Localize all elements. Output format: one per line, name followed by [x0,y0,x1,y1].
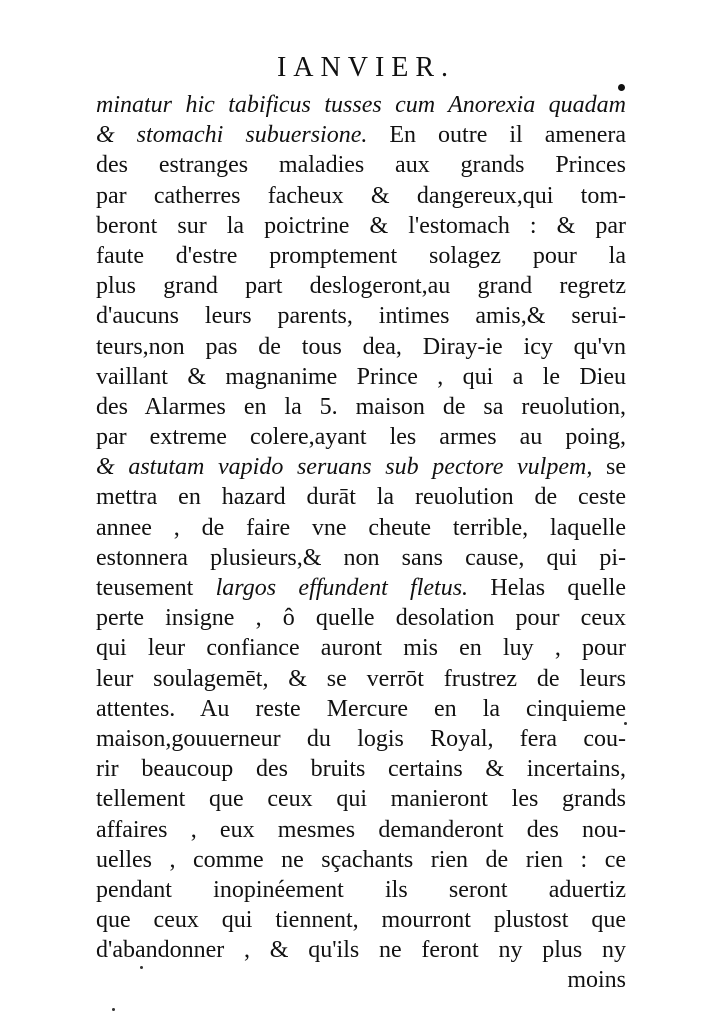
text-segment: maison,gouuerneur du logis Royal, fera cou- [96,725,626,752]
latin-italic-segment: largos effundent fletus. [215,575,469,601]
latin-italic-segment: & stomachi subuersione. [96,122,368,149]
text-line [96,935,626,965]
text-segment: vaillant & magnanime Prince , qui a le Dieu [96,363,626,390]
text-line [96,905,626,935]
speck [624,722,627,725]
text-segment: annee , de faire vne cheute terrible, laquelle [96,514,626,541]
text-segment: attentes. Au reste Mercure en la cinquieme [96,695,626,722]
text-line [96,543,626,573]
text-line [96,90,626,120]
text-segment: affaires , eux mesmes demanderont des nou- [96,816,626,843]
text-segment: beront sur la poictrine & l'estomach : & par [96,212,626,239]
text-line [96,241,626,271]
text-segment: faute d'estre promptement solagez pour la [96,242,626,269]
text-line [96,120,626,150]
text-segment: Helas quelle [468,575,626,601]
text-segment: qui leur confiance auront mis en luy , pour [96,635,626,662]
speck [140,966,143,969]
text-line [96,362,626,392]
text-segment: des estranges maladies aux grands Princes [96,152,626,179]
text-segment: perte insigne , ô quelle desolation pour ceux [96,605,626,632]
speck [112,1008,115,1011]
text-line [96,603,626,633]
text-line [96,694,626,724]
text-segment: leur soulagemēt, & se verrōt frustrez de leurs [96,665,626,692]
text-segment: teusement [96,575,216,601]
text-line [96,422,626,452]
text-line [96,150,626,180]
body-text [96,90,626,996]
text-line [96,211,626,241]
text-line [96,452,626,482]
text-line [96,482,626,512]
text-segment: uelles , comme ne sçachants rien de rien : ce [96,846,626,873]
text-segment: par catherres facheux & dangereux,qui tom- [96,182,626,209]
latin-italic-segment: minatur hic tabificus tusses cum Anorexia quadam [96,92,626,118]
latin-italic-segment: & astutam vapido seruans sub pectore vulpem, [96,454,593,481]
running-head: IANVIER. [276,52,456,83]
text-segment: En outre il amenera [367,122,626,149]
text-line [96,181,626,211]
text-segment: se [592,454,626,481]
text-line [96,573,626,603]
text-line [96,633,626,663]
text-segment: rir beaucoup des bruits certains & incertains, [96,756,626,783]
catchword: moins [567,967,626,994]
text-line [96,815,626,845]
text-line [96,784,626,814]
text-line [96,664,626,694]
text-segment: mettra en hazard durāt la reuolution de ceste [96,484,626,511]
text-segment: estonnera plusieurs,& non sans cause, qui pi- [96,544,626,571]
text-line [96,301,626,331]
text-segment: plus grand part deslogeront,au grand regretz [96,273,626,300]
text-line [96,875,626,905]
text-line [96,392,626,422]
text-segment: que ceux qui tiennent, mourront plustost que [96,907,626,934]
text-line [96,845,626,875]
text-line [96,271,626,301]
text-segment: teurs,non pas de tous dea, Diray-ie icy qu'vn [96,333,626,360]
text-segment: d'abandonner , & qu'ils ne feront ny plus ny [96,937,626,964]
text-segment: d'aucuns leurs parents, intimes amis,& serui- [96,303,626,330]
text-segment: tellement que ceux qui manieront les grands [96,786,626,813]
text-line [96,332,626,362]
text-segment: des Alarmes en la 5. maison de sa reuolution, [96,393,626,420]
text-line [96,724,626,754]
text-line [96,754,626,784]
text-segment: pendant inopinéement ils seront aduertiz [96,876,626,903]
text-segment: par extreme colere,ayant les armes au poing, [96,424,626,451]
text-line [96,513,626,543]
